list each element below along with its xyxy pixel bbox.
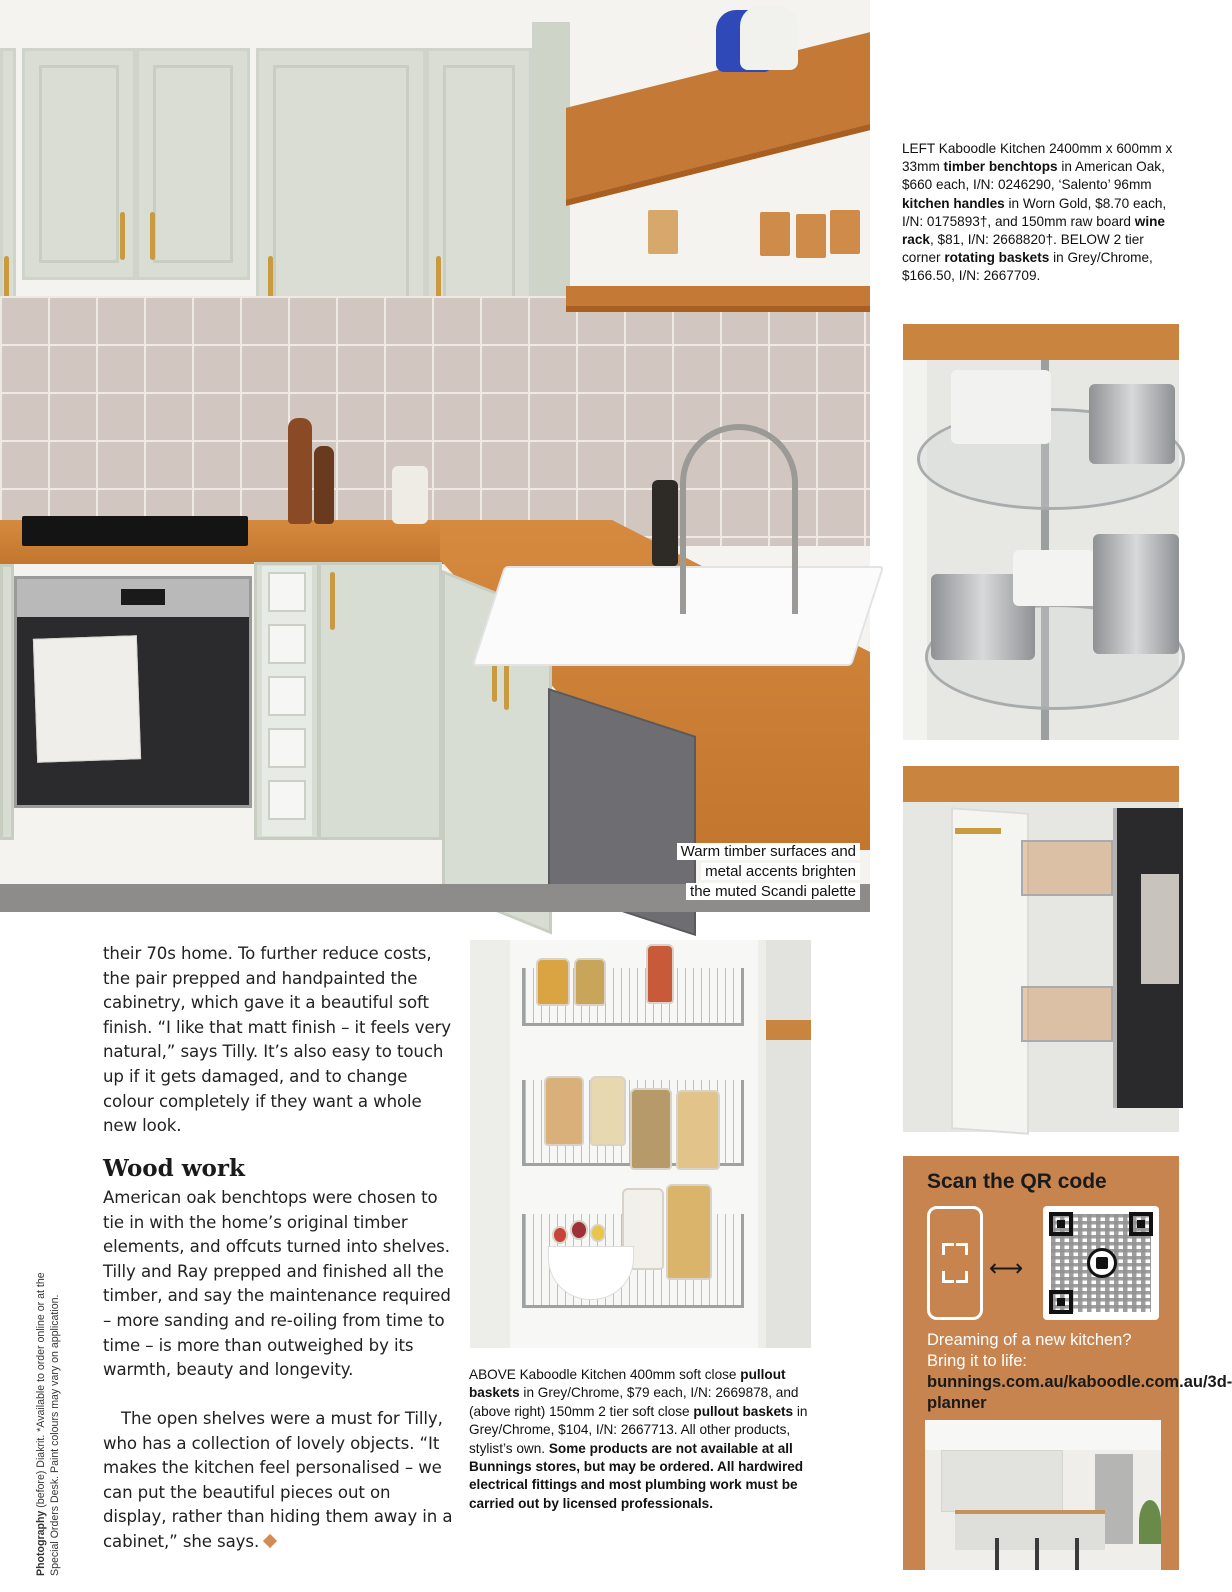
qr-promo-box: [903, 1156, 1232, 1570]
section-heading: Wood work: [103, 1155, 245, 1182]
narrow-pullout-photo: [903, 766, 1179, 1132]
caption-bold-product: timber benchtops: [943, 159, 1058, 175]
caption-disclaimer: Some products are not available at all Bunnings stores, but may be ordered. All hardwired electrical fittings and most plumbing work must be carried out by licensed professionals.: [469, 1440, 804, 1511]
caption-bold-product: rotating baskets: [944, 250, 1050, 266]
article-paragraph-final: [103, 1407, 455, 1555]
pantry-baskets-photo: [470, 940, 811, 1348]
planner-link[interactable]: bunnings.com.au/kaboodle.com.au/3d-planner: [927, 1373, 1232, 1412]
hero-caption-line: Warm timber surfaces and: [677, 843, 860, 860]
qr-box-text: [927, 1330, 1232, 1414]
caption-bold-product: pullout baskets: [469, 1367, 786, 1401]
caption-text: ABOVE Kaboodle Kitchen 400mm soft close: [469, 1367, 741, 1382]
caption-text: in Grey/Chrome, $166.50, I/N: 2667709.: [902, 250, 1153, 284]
product-caption-above: [469, 1366, 809, 1513]
phone-scan-icon: [927, 1206, 983, 1320]
article-paragraph-text: The open shelves were a must for Tilly, who has a collection of lovely objects. “It makes the kitchen feel personalised – we can put the beautiful pieces out on display, rather than hiding them away in a cabinet,” she says.: [103, 1409, 453, 1551]
caption-text: LEFT Kaboodle Kitchen 2400mm x 600mm x 33mm: [902, 141, 1173, 175]
product-caption-left: [902, 140, 1182, 286]
hero-caption-line: metal accents brighten: [701, 863, 860, 880]
caption-text: in Grey/Chrome, $79 each, I/N: 2669878, and (above right) 150mm 2 tier soft close: [469, 1385, 799, 1419]
article-paragraph: their 70s home. To further reduce costs, the pair prepped and handpainted the cabinetry, which gave it a beautiful soft finish. “I like that matt finish – it feels very natural,” says Tilly. It’s also easy to touch up if it gets damaged, and to change colour completely if they want a whole new look.: [103, 944, 452, 1136]
caption-bold-product: pullout baskets: [693, 1403, 794, 1419]
caption-text: , $81, I/N: 2668820†. BELOW 2 tier corner: [902, 232, 1144, 266]
bunnings-hammer-logo-icon: [1087, 1248, 1117, 1278]
caption-bold-product: kitchen handles: [902, 195, 1005, 211]
caption-text: in Worn Gold, $8.70 each, I/N: 0175893†, and 150mm raw board: [902, 195, 1167, 229]
caption-bold-product: wine rack: [902, 213, 1165, 248]
hero-caption-line: the muted Scandi palette: [686, 883, 860, 900]
credit-label: Photography: [35, 1510, 47, 1576]
kitchen-render-image: [925, 1420, 1161, 1570]
qr-code-icon[interactable]: [1043, 1206, 1159, 1320]
qr-text-plain: Dreaming of a new kitchen? Bring it to life:: [927, 1331, 1132, 1370]
end-mark-icon: [263, 1534, 277, 1548]
credit-text: (before) Diakrit. *Available to order online or at the Special Orders Desk. Paint colours may vary on application.: [35, 1272, 61, 1576]
caption-text: in American Oak, $660 each, I/N: 0246290, ‘Salento’ 96mm: [902, 159, 1165, 193]
photo-credit: [34, 1236, 62, 1576]
corner-baskets-photo: [903, 324, 1179, 740]
double-arrow-icon: ⟷: [989, 1254, 1024, 1282]
qr-box-title: Scan the QR code: [927, 1170, 1107, 1193]
article-paragraph: American oak benchtops were chosen to tie in with the home’s original timber elements, and offcuts turned into shelves. Tilly and Ray prepped and finished all the timber, and say the maintenance required – more sanding and re-oiling from time to time – is more than outweighed by its warmth, beauty and longevity.: [103, 1188, 451, 1380]
caption-text: in Grey/Chrome, $104, I/N: 2667713. All other products, stylist’s own.: [469, 1403, 808, 1456]
hero-photo-caption: [677, 842, 860, 902]
kitchen-hero-photo: [0, 0, 870, 912]
